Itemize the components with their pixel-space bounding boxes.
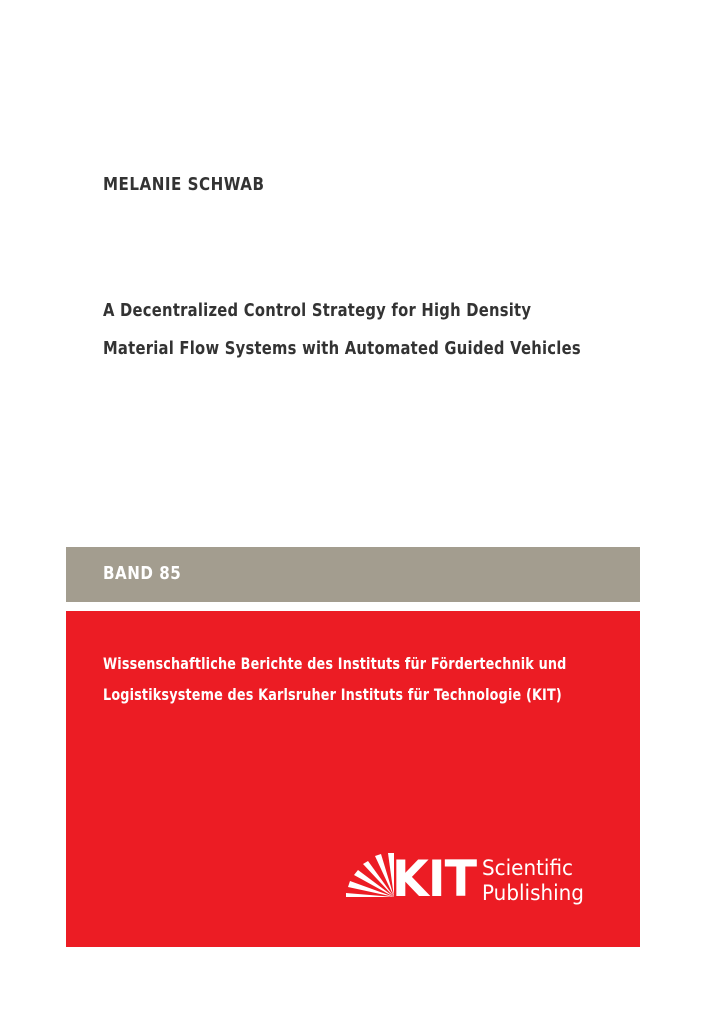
imprint-name [482,856,584,906]
band-label: BAND 85 [103,563,182,584]
imprint-line-2: Publishing [482,881,584,905]
author-name: MELANIE SCHWAB [103,174,265,195]
kit-scientific-publishing-logo [346,850,606,913]
series-description [103,648,615,710]
series-description-line-1: Wissenschaftliche Berichte des Instituts für Fördertechnik und [103,654,567,673]
imprint-line-1: Scientific [482,856,574,880]
book-title-line-1: A Decentralized Control Strategy for High Density [103,300,532,321]
band-bar [66,547,640,602]
kit-rays-icon [346,853,394,897]
series-description-line-2: Logistiksysteme des Karlsruher Instituts für Technologie (KIT) [103,685,562,704]
book-title-line-2: Material Flow Systems with Automated Guided Vehicles [103,338,581,359]
series-panel [66,611,640,947]
kit-logo-text: KIT [392,850,477,908]
book-title [103,292,628,368]
